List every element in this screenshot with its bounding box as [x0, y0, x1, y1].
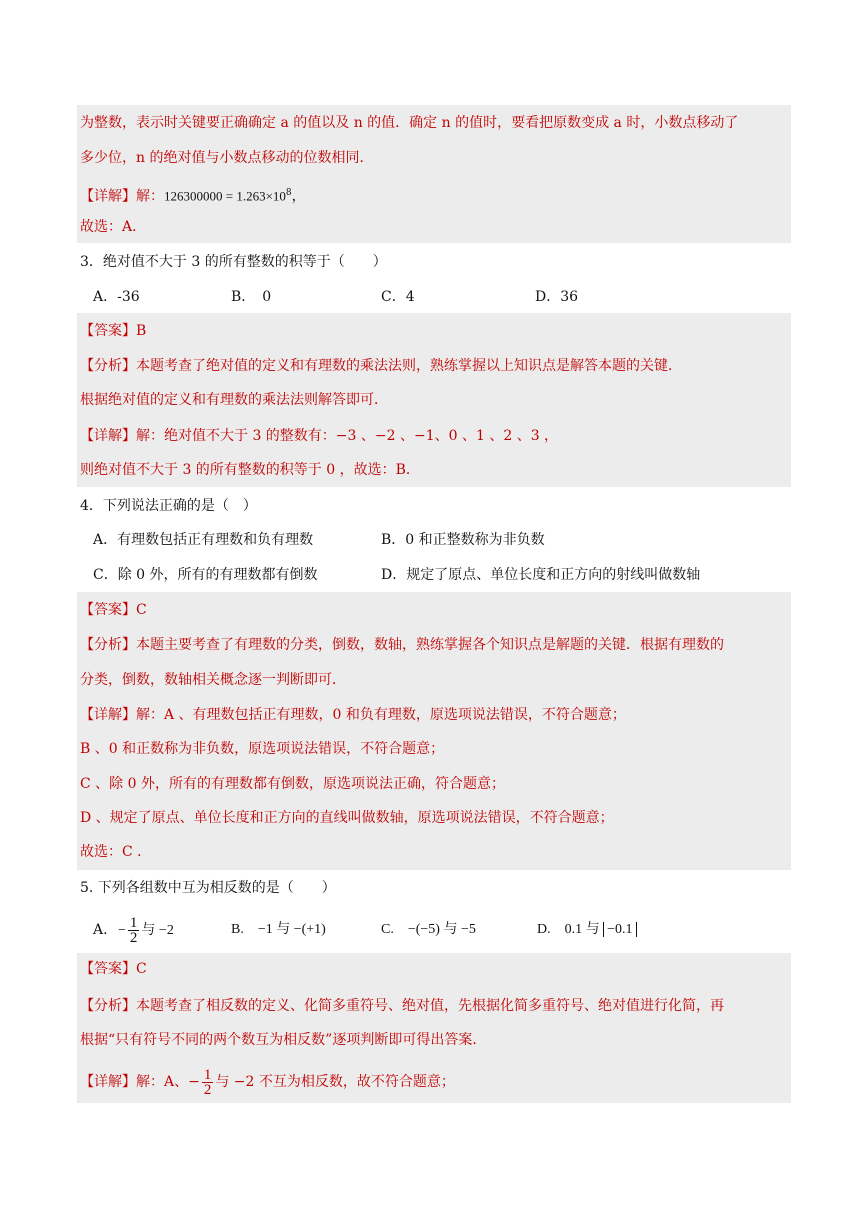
q5-detail-numerator: 1 — [203, 1066, 212, 1083]
q3-option-a: A．-36 — [93, 289, 140, 305]
detail-tag: 【详解】 — [80, 188, 136, 205]
q3-option-c: C．4 — [381, 289, 415, 305]
q5-option-b: B. −1 与 −(+1) — [231, 922, 326, 937]
q4-detail-line-2: B 、0 和正数称为非负数，原选项说法错误，不符合题意； — [80, 741, 445, 757]
q5-answer-tag: 【答案】 — [80, 961, 136, 977]
q4-analysis-tag: 【分析】 — [80, 637, 136, 653]
q5-option-d — [537, 920, 637, 940]
q5-analysis-line-1 — [80, 996, 724, 1016]
q4-option-b: B．0 和正整数称为非负数 — [381, 532, 545, 548]
detail-prefix: 解： — [136, 188, 164, 205]
q4-detail-line-4: D 、规定了原点、单位长度和正方向的直线叫做数轴，原选项说法错误，不符合题意； — [80, 810, 614, 826]
q5-option-a-denominator: 2 — [129, 929, 138, 946]
q3-option-b: B． 0 — [231, 289, 272, 305]
q3-option-d: D．36 — [535, 289, 579, 305]
question-5-stem: 5. 下列各组数中互为相反数的是（ ） — [80, 880, 336, 896]
explanation-line-1: 为整数，表示时关键要正确确定 a 的值以及 n 的值．确定 n 的值时，要看把原数变成 a 时，小数点移动了 — [80, 115, 739, 131]
q5-detail-rest: 与 −2 不互为相反数，故不符合题意； — [215, 1074, 455, 1090]
choice-line: 故选：A． — [80, 219, 147, 235]
q5-detail-line-1 — [80, 1064, 455, 1100]
q4-option-d: D．规定了原点、单位长度和正方向的射线叫做数轴 — [381, 567, 701, 583]
q5-option-a-rest: 与 −2 — [141, 923, 174, 938]
q5-detail-prefix: 解：A、− — [136, 1074, 200, 1090]
q5-analysis-tag: 【分析】 — [80, 998, 136, 1014]
q4-choice-line: 故选：C ． — [80, 844, 152, 860]
q4-answer-line — [80, 600, 147, 620]
solution-block-q4 — [77, 592, 791, 870]
q4-detail-line-1 — [80, 705, 626, 725]
q5-analysis-1: 本题考查了相反数的定义、化简多重符号、绝对值，先根据化简多重符号、绝对值进行化简，再 — [136, 998, 724, 1014]
q3-answer: B — [136, 323, 147, 339]
q4-option-c: C．除 0 外，所有的有理数都有倒数 — [93, 567, 318, 583]
q3-analysis-tag: 【分析】 — [80, 358, 136, 374]
q4-analysis-1: 本题主要考查了有理数的分类，倒数，数轴，熟练掌握各个知识点是解题的关键．根据有理数的 — [136, 637, 724, 653]
q4-option-a: A．有理数包括正有理数和负有理数 — [93, 532, 314, 548]
solution-block-q3 — [77, 313, 791, 487]
q3-detail-1: 解：绝对值不大于 3 的整数有：−3 、−2 、−1、0 、1 、2 、3 ， — [136, 428, 559, 444]
q3-detail-tag: 【详解】 — [80, 428, 136, 444]
q3-detail-line-2: 则绝对值不大于 3 的所有整数的积等于 0 ，故选：B． — [80, 462, 420, 478]
detail-end: ， — [291, 188, 306, 205]
q3-analysis-line-1 — [80, 356, 682, 376]
q3-detail-line-1 — [80, 426, 558, 446]
q5-option-d-label: D. 0.1 与 — [537, 922, 600, 937]
q5-option-d-absolute-value: −0.1 — [603, 922, 636, 937]
q5-analysis-line-2: 根据“只有符号不同的两个数互为相反数”逐项判断即可得出答案． — [80, 1032, 487, 1048]
q5-option-a-fraction — [128, 916, 140, 945]
detail-exponent: 8 — [285, 188, 292, 198]
q4-answer: C — [136, 602, 147, 618]
detail-math: 126300000 = 1.263×10 — [164, 188, 286, 204]
q5-answer-line — [80, 959, 147, 979]
question-3-stem: 3．绝对值不大于 3 的所有整数的积等于（ ） — [80, 254, 387, 270]
q4-detail-tag: 【详解】 — [80, 707, 136, 723]
q3-answer-tag: 【答案】 — [80, 323, 136, 339]
q3-analysis-line-2: 根据绝对值的定义和有理数的乘法法则解答即可． — [80, 392, 388, 408]
question-4-stem: 4．下列说法正确的是（ ） — [80, 498, 257, 514]
solution-block-q2 — [77, 105, 791, 243]
q5-detail-denominator: 2 — [203, 1081, 212, 1098]
q5-option-a-label: A. — [93, 922, 108, 938]
q3-analysis-1: 本题考查了绝对值的定义和有理数的乘法法则，熟练掌握以上知识点是解答本题的关键． — [136, 358, 682, 374]
q4-answer-tag: 【答案】 — [80, 602, 136, 618]
q4-analysis-line-1 — [80, 635, 724, 655]
q5-detail-tag: 【详解】 — [80, 1074, 136, 1090]
q5-option-a-numerator: 1 — [129, 914, 138, 931]
q5-option-c: C. −(−5) 与 −5 — [381, 922, 476, 937]
explanation-line-2: 多少位，n 的绝对值与小数点移动的位数相同． — [80, 150, 374, 166]
q3-answer-line — [80, 321, 146, 341]
q5-answer: C — [136, 961, 147, 977]
q5-detail-fraction — [202, 1068, 214, 1097]
detail-line — [80, 183, 306, 203]
q4-analysis-line-2: 分类，倒数，数轴相关概念逐一判断即可． — [80, 672, 346, 688]
q4-detail-1: 解：A 、有理数包括正有理数，0 和负有理数，原选项说法错误，不符合题意； — [136, 707, 626, 723]
q5-option-a: A. − $\frac{1}{2}$ 与 −2 — [93, 914, 174, 946]
q4-detail-line-3: C 、除 0 外，所有的有理数都有倒数，原选项说法正确，符合题意； — [80, 776, 505, 792]
